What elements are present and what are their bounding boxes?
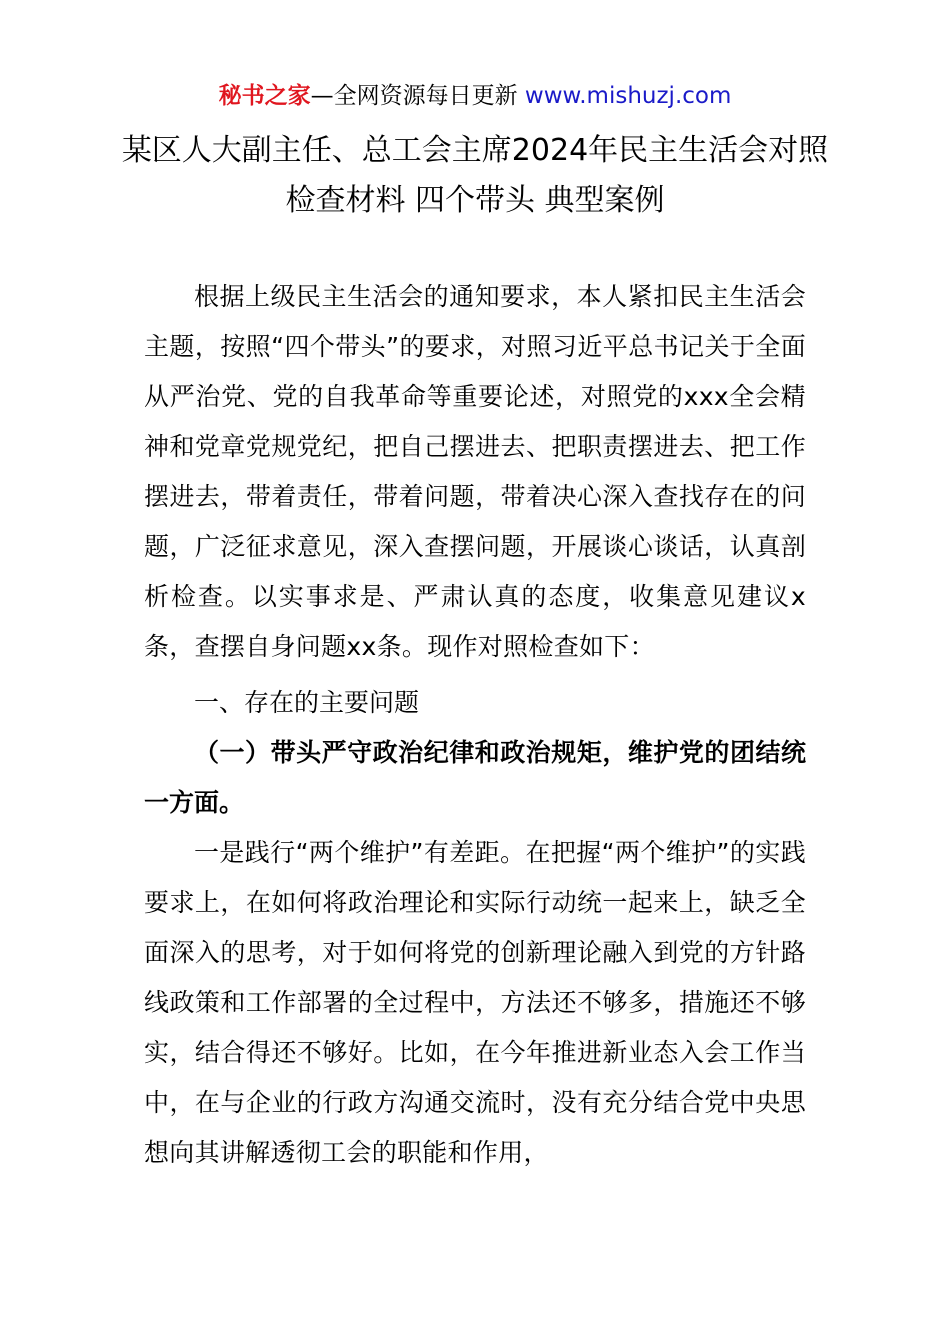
subsection-heading: （一）带头严守政治纪律和政治规矩，维护党的团结统一方面。 xyxy=(144,738,806,817)
site-name: 秘书之家 xyxy=(218,83,311,109)
site-tagline: —全网资源每日更新 xyxy=(310,83,518,109)
site-url[interactable]: www.mishuzj.com xyxy=(524,83,732,109)
document-body xyxy=(144,272,806,1178)
section-heading: 一、存在的主要问题 xyxy=(194,688,420,717)
subsection-paragraph: 一是践行“两个维护”有差距。在把握“两个维护”的实践要求上，在如何将政治理论和实际行动统一起来上，缺乏全面深入的思考，对于如何将党的创新理论融入到党的方针路线政策和工作部署的全过程中，方法还不够多，措施还不够实，结合得还不够好。比如，在今年推进新业态入会工作当中，在与企业的行政方沟通交流时，没有充分结合党中央思想向其讲解透彻工会的职能和作用， xyxy=(144,838,806,1167)
intro-paragraph: 根据上级民主生活会的通知要求，本人紧扣民主生活会主题，按照“四个带头”的要求，对照习近平总书记关于全面从严治党、党的自我革命等重要论述，对照党的xxx全会精神和党章党规党纪，把自己摆进去、把职责摆进去、把工作摆进去，带着责任，带着问题，带着决心深入查找存在的问题，广泛征求意见，深入查摆问题，开展谈心谈话，认真剖析检查。以实事求是、严肃认真的态度，收集意见建议x条，查摆自身问题xx条。现作对照检查如下： xyxy=(144,282,806,661)
document-title: 某区人大副主任、总工会主席2024年民主生活会对照检查材料 四个带头 典型案例 xyxy=(121,133,829,218)
site-header xyxy=(0,80,950,112)
